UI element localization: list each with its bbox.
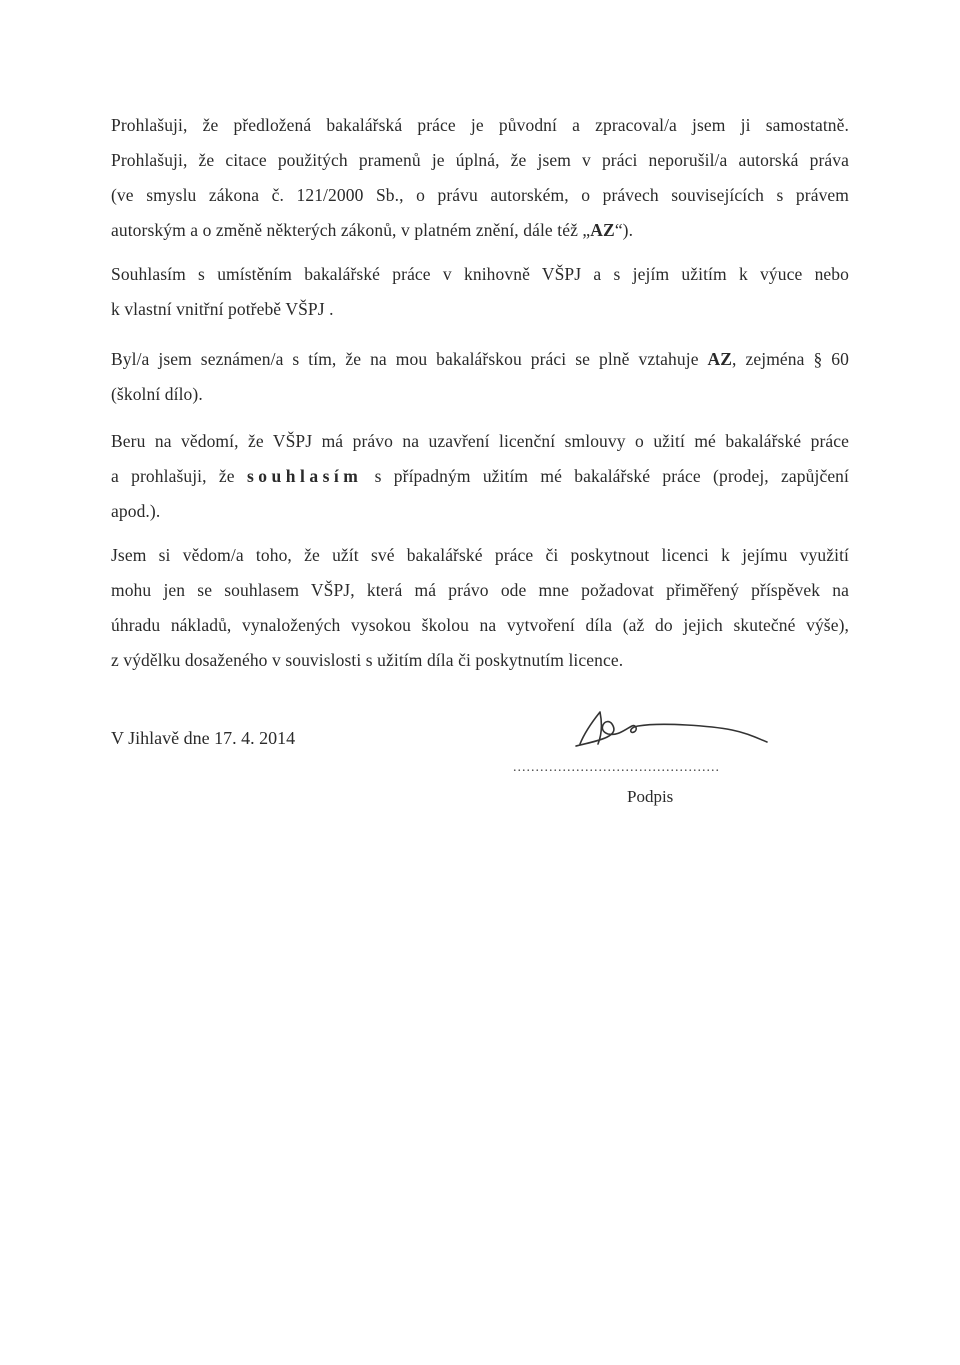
text-line: mohu jen se souhlasem VŠPJ, která má právo ode mne požadovat přiměřený příspěvek na [111,580,849,600]
text-line: k vlastní vnitřní potřebě VŠPJ . [111,299,334,319]
text-line: Prohlašuji, že předložená bakalářská práce je původní a zpracoval/a jsem ji samostatně. [111,115,849,135]
text-fragment: Byl/a jsem seznámen/a s tím, že na mou bakalářskou práci se plně vztahuje [111,349,708,369]
text-line: z výdělku dosaženého v souvislosti s užitím díla či poskytnutím licence. [111,650,624,670]
text-fragment: , zejména § 60 [732,349,849,369]
license-agreement-paragraph [111,424,849,529]
text-line [111,213,849,248]
text-line: Souhlasím s umístěním bakalářské práce v knihovně VŠPJ a s jejím užitím k výuce nebo [111,264,849,284]
declaration-originality-paragraph [111,108,849,248]
school-work-paragraph [111,342,849,412]
text-fragment: s případným užitím mé bakalářské práce (prodej, zapůjčení [362,466,849,486]
usage-awareness-paragraph [111,538,849,678]
signature-label: Podpis [627,787,674,806]
text-line: (školní dílo). [111,384,203,404]
library-consent-paragraph [111,257,849,327]
text-fragment: “). [614,220,634,240]
text-line [111,459,849,494]
text-line [111,342,849,377]
text-line: Jsem si vědom/a toho, že užít své bakalářské práce či poskytnout licenci k jejímu využití [111,545,849,565]
text-fragment: a prohlašuji, že [111,466,247,486]
az-abbreviation: AZ [590,220,615,240]
az-abbreviation: AZ [707,349,733,369]
text-line: apod.). [111,501,161,521]
text-line: Beru na vědomí, že VŠPJ má právo na uzavření licenční smlouvy o užití mé bakalářské práce [111,431,849,451]
text-fragment: autorským a o změně některých zákonů, v platném znění, dále též „ [111,220,591,240]
text-line: Prohlašuji, že citace použitých pramenů je úplná, že jsem v práci neporušil/a autorská práva [111,150,849,170]
text-line: úhradu nákladů, vynaložených vysokou školou na vytvoření díla (až do jejich skutečné výše), [111,615,849,635]
signature-line: .............................................. [513,760,720,775]
consent-emphasis: souhlasím [246,466,363,486]
text-line: (ve smyslu zákona č. 121/2000 Sb., o právu autorském, o právech souvisejících s právem [111,185,849,205]
place-and-date: V Jihlavě dne 17. 4. 2014 [111,728,296,748]
